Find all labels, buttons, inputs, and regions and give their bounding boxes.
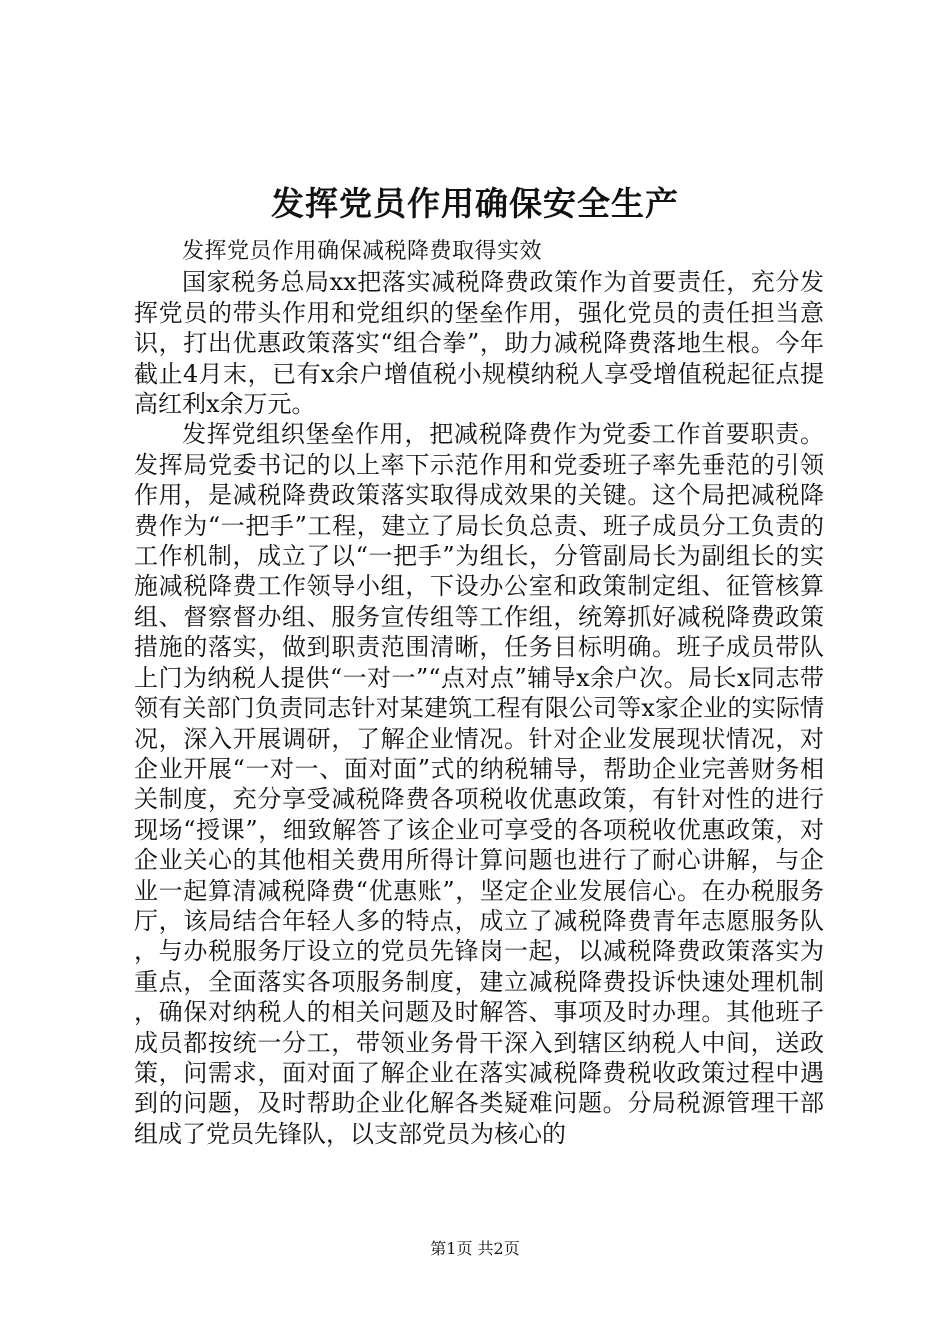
page-number-footer: 第1页 共2页 (430, 1239, 520, 1258)
document-body (134, 237, 824, 1149)
body-paragraph-2: 发挥党组织堡垒作用，把减税降费作为党委工作首要职责。发挥局党委书记的以上率下示范作用和党委班子率先垂范的引领作用，是减税降费政策落实取得成效果的关键。这个局把减税降费作为“一把手”工程，建立了局长负总责、班子成员分工负责的工作机制，成立了以“一把手”为组长，分管副局长为副组长的实施减税降费工作领导小组，下设办公室和政策制定组、征管核算组、督察督办组、服务宣传组等工作组，统筹抓好减税降费政策措施的落实，做到职责范围清晰，任务目标明确。班子成员带队上门为纳税人提供“一对一”“点对点”辅导x余户次。局长x同志带领有关部门负责同志针对某建筑工程有限公司等x家企业的实际情况，深入开展调研，了解企业情况。针对企业发展现状情况，对企业开展“一对一、面对面”式的纳税辅导，帮助企业完善财务相关制度，充分享受减税降费各项税收优惠政策，有针对性的进行现场“授课”，细致解答了该企业可享受的各项税收优惠政策，对企业关心的其他相关费用所得计算问题也进行了耐心讲解，与企业一起算清减税降费“优惠账”，坚定企业发展信心。在办税服务厅，该局结合年轻人多的特点，成立了减税降费青年志愿服务队，与办税服务厅设立的党员先锋岗一起，以减税降费政策落实为重点，全面落实各项服务制度，建立减税降费投诉快速处理机制，确保对纳税人的相关问题及时解答、事项及时办理。其他班子成员都按统一分工，带领业务骨干深入到辖区纳税人中间，送政策，问需求，面对面了解企业在落实减税降费税收政策过程中遇到的问题，及时帮助企业化解各类疑难问题。分局税源管理干部组成了党员先锋队，以支部党员为核心的 (134, 420, 824, 1148)
document-subtitle: 发挥党员作用确保减税降费取得实效 (182, 239, 543, 264)
document-title: 发挥党员作用确保安全生产 (271, 184, 679, 223)
body-paragraph-1: 国家税务总局xx把落实减税降费政策作为首要责任，充分发挥党员的带头作用和党组织的堡垒作用，强化党员的责任担当意识，打出优惠政策落实“组合拳”，助力减税降费落地生根。今年截止4月末，已有x余户增值税小规模纳税人享受增值税起征点提高红利x余万元。 (134, 268, 824, 419)
